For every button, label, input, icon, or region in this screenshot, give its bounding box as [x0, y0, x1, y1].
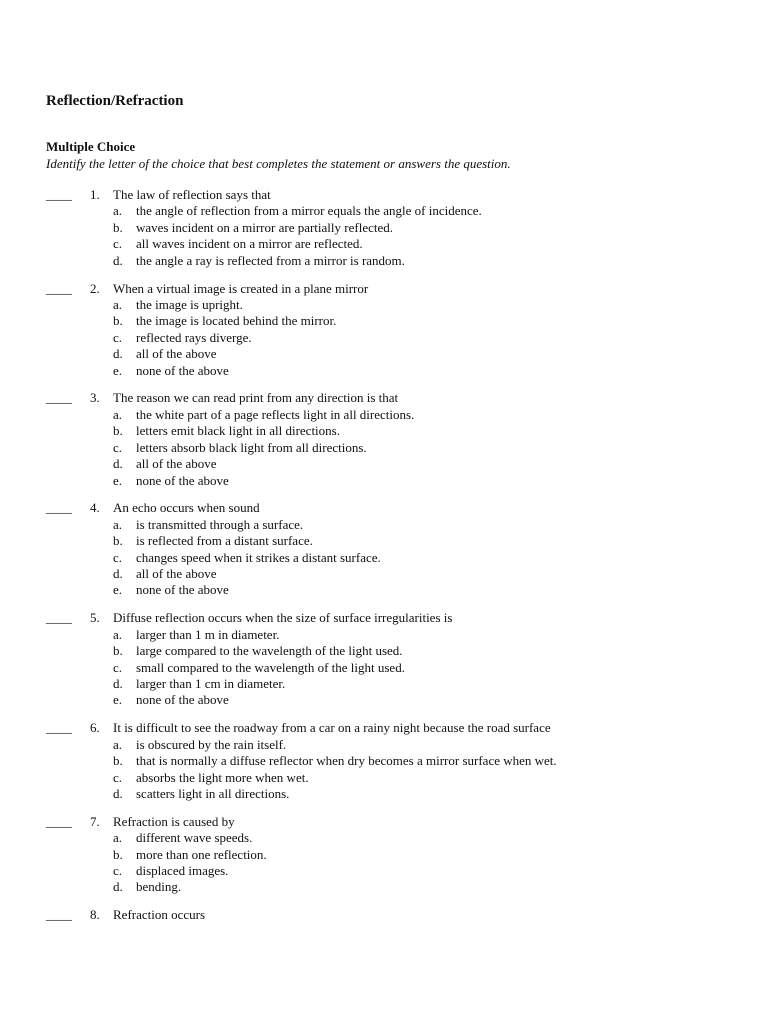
choice-text: scatters light in all directions. [136, 785, 290, 801]
choice-letter: b. [113, 423, 123, 439]
choice-letter: c. [113, 439, 123, 455]
answer-choice [113, 879, 768, 895]
choice-letter: e. [113, 692, 123, 708]
question-stem: Diffuse reflection occurs when the size of surface irregularities is [113, 610, 453, 626]
answer-choice [113, 220, 768, 236]
question-number: 3. [90, 390, 100, 406]
choice-text: the white part of a page reflects light in all directions. [136, 406, 415, 422]
choice-text: letters emit black light in all directions. [136, 423, 340, 439]
question-number: 5. [90, 610, 100, 626]
answer-choice [113, 473, 768, 489]
choice-text: larger than 1 m in diameter. [136, 626, 280, 642]
choice-text: larger than 1 cm in diameter. [136, 675, 286, 691]
choice-letter: d. [113, 252, 123, 268]
answer-blank: ____ [46, 500, 72, 516]
choice-text: letters absorb black light from all directions. [136, 439, 367, 455]
answer-choice [113, 627, 768, 643]
choice-list [0, 737, 768, 803]
question-number: 2. [90, 280, 100, 296]
question-item [0, 907, 768, 923]
choice-text: the angle of reflection from a mirror equals the angle of incidence. [136, 203, 482, 219]
choice-letter: c. [113, 236, 123, 252]
answer-blank: ____ [46, 720, 72, 736]
choice-letter: c. [113, 329, 123, 345]
answer-choice [113, 753, 768, 769]
answer-blank: ____ [46, 187, 72, 202]
choice-letter: a. [113, 736, 123, 752]
question-stem: An echo occurs when sound [113, 500, 260, 516]
question-list [0, 187, 768, 935]
answer-choice [113, 847, 768, 863]
choice-text: all of the above [136, 456, 217, 472]
question-number: 7. [90, 813, 100, 829]
choice-text: all waves incident on a mirror are reflected. [136, 236, 363, 252]
answer-choice [113, 786, 768, 802]
answer-choice [113, 582, 768, 598]
choice-text: changes speed when it strikes a distant surface. [136, 549, 381, 565]
answer-choice [113, 643, 768, 659]
choice-text: reflected rays diverge. [136, 329, 252, 345]
choice-text: all of the above [136, 346, 217, 362]
question-item [0, 814, 768, 896]
choice-list [0, 407, 768, 489]
choice-letter: b. [113, 846, 123, 862]
choice-text: waves incident on a mirror are partially reflected. [136, 219, 393, 235]
choice-list [0, 517, 768, 599]
choice-letter: a. [113, 626, 123, 642]
choice-list [0, 627, 768, 709]
question-number: 6. [90, 720, 100, 736]
choice-letter: a. [113, 203, 123, 219]
answer-choice [113, 692, 768, 708]
choice-text: the angle a ray is reflected from a mirror is random. [136, 252, 405, 268]
instructions-text: Identify the letter of the choice that best completes the statement or answers the question. [46, 156, 511, 171]
choice-letter: e. [113, 362, 123, 378]
answer-choice [113, 770, 768, 786]
answer-choice [113, 456, 768, 472]
choice-text: is obscured by the rain itself. [136, 736, 287, 752]
question-stem: The law of reflection says that [113, 187, 271, 202]
choice-letter: b. [113, 533, 123, 549]
answer-choice [113, 297, 768, 313]
choice-text: the image is located behind the mirror. [136, 313, 337, 329]
choice-text: none of the above [136, 472, 229, 488]
question-item [0, 390, 768, 488]
question-item [0, 187, 768, 269]
choice-letter: e. [113, 582, 123, 598]
choice-text: displaced images. [136, 863, 229, 879]
answer-choice [113, 330, 768, 346]
choice-text: absorbs the light more when wet. [136, 769, 309, 785]
document-title: Reflection/Refraction [46, 93, 184, 109]
choice-list [0, 297, 768, 379]
choice-text: large compared to the wavelength of the light used. [136, 643, 403, 659]
choice-letter: a. [113, 406, 123, 422]
answer-choice [113, 566, 768, 582]
answer-choice [113, 517, 768, 533]
answer-choice [113, 830, 768, 846]
choice-letter: c. [113, 863, 123, 879]
choice-letter: c. [113, 769, 123, 785]
choice-text: is reflected from a distant surface. [136, 533, 313, 549]
question-item [0, 281, 768, 379]
choice-letter: b. [113, 313, 123, 329]
choice-text: none of the above [136, 692, 229, 708]
choice-text: that is normally a diffuse reflector when dry becomes a mirror surface when wet. [136, 753, 557, 769]
answer-choice [113, 423, 768, 439]
question-number: 8. [90, 907, 100, 923]
answer-choice [113, 660, 768, 676]
choice-letter: d. [113, 346, 123, 362]
choice-list [0, 830, 768, 896]
question-item [0, 500, 768, 598]
choice-letter: d. [113, 456, 123, 472]
choice-text: bending. [136, 879, 182, 895]
choice-text: is transmitted through a surface. [136, 516, 304, 532]
question-number: 1. [90, 187, 100, 202]
section-heading: Multiple Choice [46, 139, 136, 154]
choice-text: none of the above [136, 582, 229, 598]
choice-letter: c. [113, 659, 123, 675]
answer-blank: ____ [46, 907, 72, 923]
choice-letter: d. [113, 879, 123, 895]
answer-choice [113, 737, 768, 753]
answer-blank: ____ [46, 610, 72, 626]
choice-letter: d. [113, 785, 123, 801]
answer-blank: ____ [46, 813, 72, 829]
choice-text: different wave speeds. [136, 830, 253, 846]
choice-text: none of the above [136, 362, 229, 378]
choice-letter: d. [113, 566, 123, 582]
choice-list [0, 203, 768, 269]
answer-choice [113, 407, 768, 423]
question-stem: When a virtual image is created in a plane mirror [113, 280, 369, 296]
choice-letter: b. [113, 219, 123, 235]
choice-letter: a. [113, 830, 123, 846]
choice-letter: a. [113, 296, 123, 312]
choice-text: more than one reflection. [136, 846, 267, 862]
choice-letter: b. [113, 753, 123, 769]
choice-text: small compared to the wavelength of the light used. [136, 659, 405, 675]
choice-letter: d. [113, 675, 123, 691]
answer-choice [113, 236, 768, 252]
question-item [0, 720, 768, 802]
question-stem: Refraction is caused by [113, 813, 235, 829]
choice-text: all of the above [136, 566, 217, 582]
choice-letter: c. [113, 549, 123, 565]
answer-choice [113, 533, 768, 549]
question-number: 4. [90, 500, 100, 516]
choice-text: the image is upright. [136, 296, 243, 312]
choice-letter: e. [113, 472, 123, 488]
answer-blank: ____ [46, 280, 72, 296]
choice-letter: b. [113, 643, 123, 659]
answer-choice [113, 253, 768, 269]
answer-choice [113, 363, 768, 379]
answer-choice [113, 440, 768, 456]
answer-choice [113, 863, 768, 879]
choice-letter: a. [113, 516, 123, 532]
answer-choice [113, 550, 768, 566]
answer-choice [113, 676, 768, 692]
answer-choice [113, 313, 768, 329]
question-stem: The reason we can read print from any direction is that [113, 390, 399, 406]
question-item [0, 610, 768, 708]
answer-choice [113, 203, 768, 219]
answer-choice [113, 346, 768, 362]
question-stem: Refraction occurs [113, 907, 206, 923]
answer-blank: ____ [46, 390, 72, 406]
question-stem: It is difficult to see the roadway from a car on a rainy night because the road surface [113, 720, 551, 736]
